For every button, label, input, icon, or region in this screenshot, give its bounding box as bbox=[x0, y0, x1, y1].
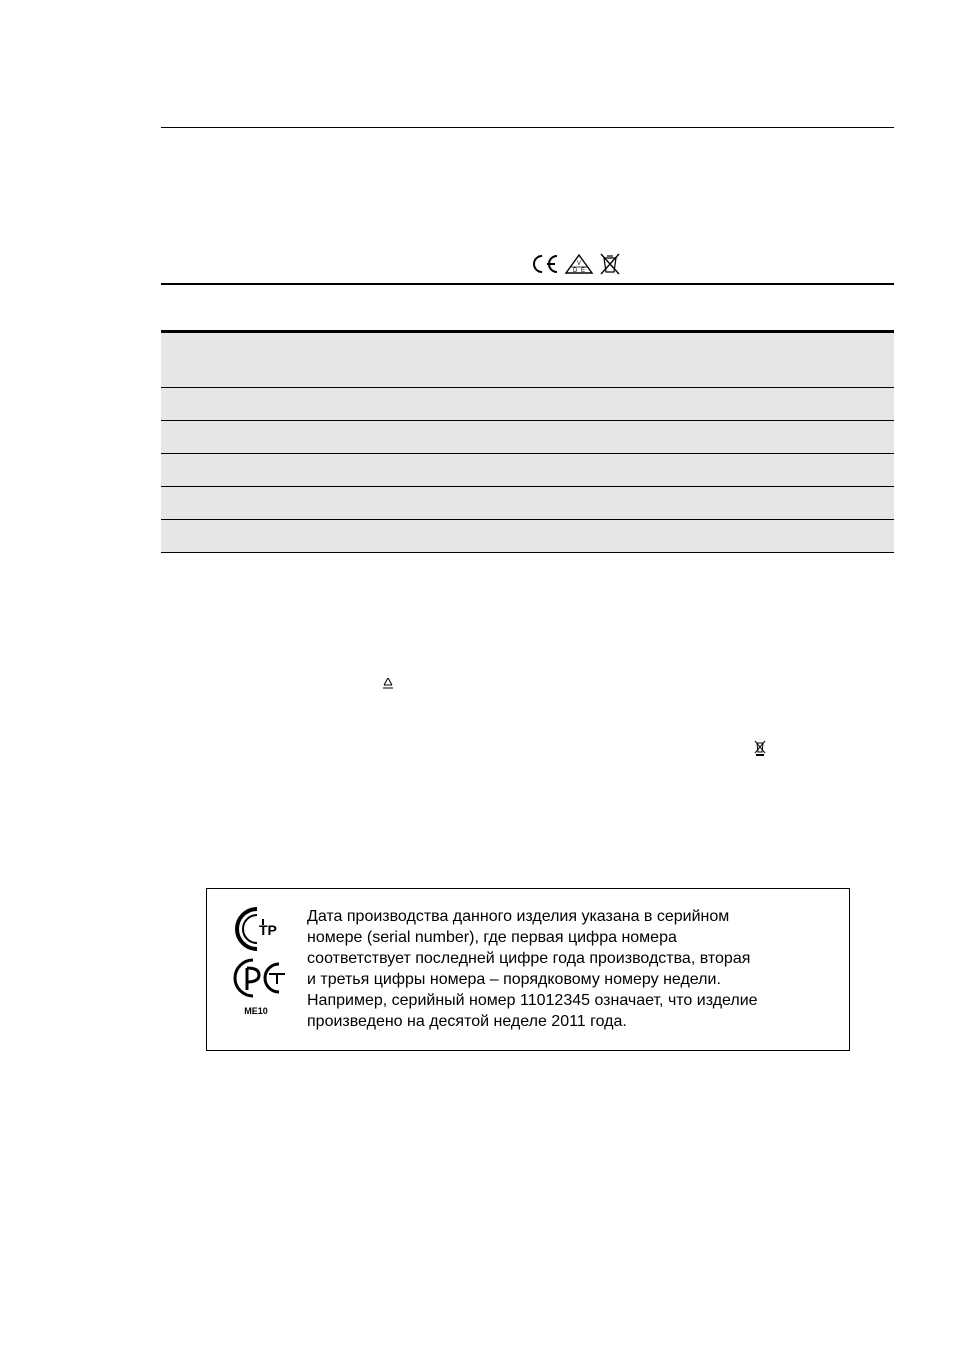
table-cell bbox=[161, 454, 894, 470]
table-row bbox=[161, 520, 894, 553]
notice-logos bbox=[229, 905, 299, 1016]
table-header-cell bbox=[161, 333, 894, 349]
top-rule bbox=[161, 127, 894, 128]
recycle-icon bbox=[380, 676, 396, 697]
notice-line: номере (serial number), где первая цифра номера bbox=[307, 929, 677, 946]
weee-small-icon bbox=[754, 740, 766, 761]
specs-table bbox=[161, 330, 894, 553]
notice-line: Дата производства данного изделия указана в серийном bbox=[307, 908, 730, 925]
notice-line: и третья цифры номера – порядковому номеру недели. bbox=[307, 971, 721, 988]
svg-text:ТР: ТР bbox=[259, 922, 277, 938]
table-cell bbox=[161, 520, 894, 536]
table-row bbox=[161, 487, 894, 520]
table-row bbox=[161, 454, 894, 487]
table-row bbox=[161, 388, 894, 421]
table-cell bbox=[161, 421, 894, 437]
notice-line: произведено на десятой неделе 2011 года. bbox=[307, 1013, 627, 1030]
mark-code-label: ME10 bbox=[244, 1006, 268, 1016]
section-rule bbox=[161, 283, 894, 285]
rst-mark-icon bbox=[229, 956, 299, 1005]
svg-text:E: E bbox=[581, 267, 586, 274]
svg-text:D: D bbox=[573, 267, 578, 274]
ce-mark-icon bbox=[530, 253, 560, 280]
production-date-notice bbox=[206, 888, 850, 1051]
table-row bbox=[161, 421, 894, 454]
svg-text:V: V bbox=[577, 260, 582, 267]
vde-mark-icon bbox=[564, 253, 594, 280]
weee-bin-icon bbox=[598, 252, 622, 281]
notice-line: Например, серийный номер 11012345 означает, что изделие bbox=[307, 992, 758, 1009]
eac-tr-mark-icon bbox=[229, 905, 299, 958]
notice-line: соответствует последней цифре года производства, вторая bbox=[307, 950, 751, 967]
notice-text bbox=[307, 906, 842, 1032]
table-header-row bbox=[161, 330, 894, 388]
table-cell bbox=[161, 388, 894, 404]
table-cell bbox=[161, 487, 894, 503]
certification-marks bbox=[530, 252, 622, 280]
